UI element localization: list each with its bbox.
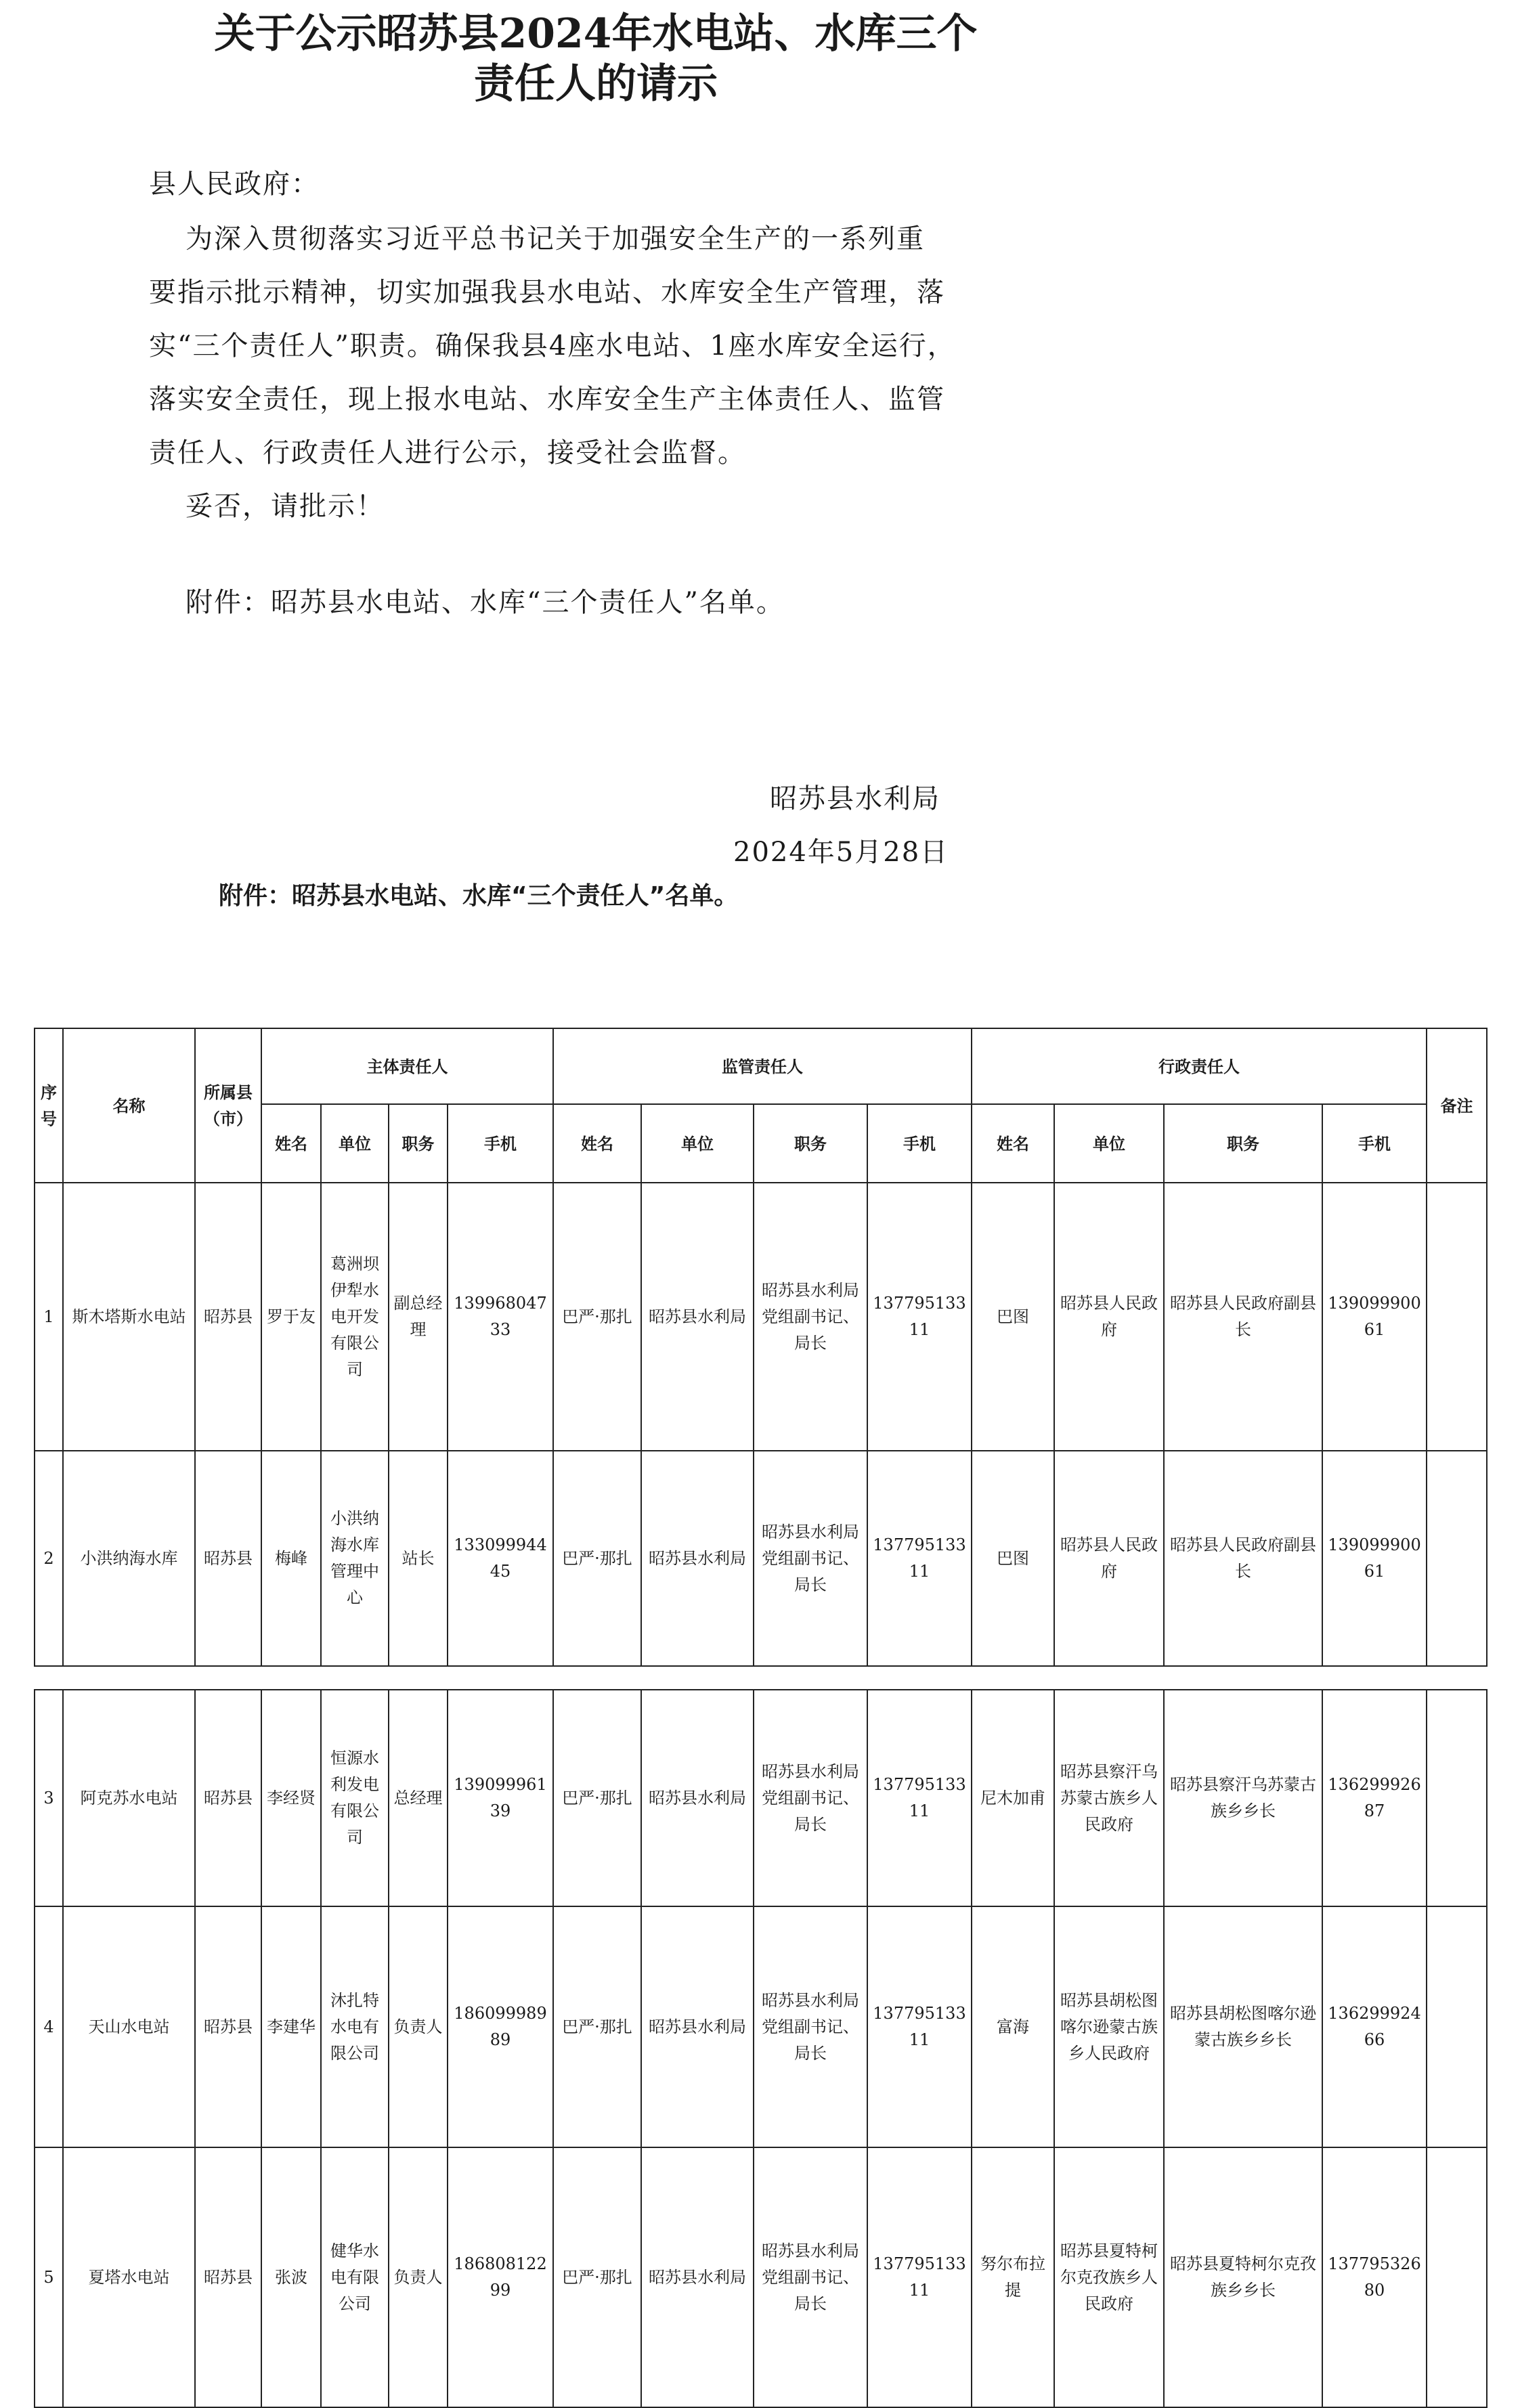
- document-title-line1: 关于公示昭苏县2024年水电站、水库三个: [214, 10, 978, 58]
- cell-main-position: 站长: [389, 1451, 448, 1666]
- header-supervise-group: 监管责任人: [553, 1028, 972, 1104]
- cell-main-name: 罗于友: [261, 1183, 321, 1451]
- attachment-note: 附件：昭苏县水电站、水库“三个责任人”名单。: [186, 587, 785, 618]
- cell-sup-phone: 13779513311: [867, 1183, 972, 1451]
- table-row: [35, 1906, 1487, 2147]
- cell-main-unit: 恒源水利发电有限公司: [321, 1690, 389, 1906]
- header-sup-unit: 单位: [641, 1104, 754, 1183]
- header-remark: 备注: [1427, 1028, 1487, 1183]
- header-sup-phone: 手机: [867, 1104, 972, 1183]
- cell-sup-name: 巴严·那扎: [553, 2147, 641, 2407]
- header-row-1: [35, 1028, 1487, 1104]
- cell-adm-name: 富海: [972, 1906, 1054, 2147]
- cell-name: 斯木塔斯水电站: [63, 1183, 195, 1451]
- header-main-phone: 手机: [448, 1104, 553, 1183]
- cell-remark: [1427, 1690, 1487, 1906]
- cell-remark: [1427, 2147, 1487, 2407]
- cell-adm-phone: 13909990061: [1322, 1183, 1427, 1451]
- header-main-position: 职务: [389, 1104, 448, 1183]
- cell-adm-name: 尼木加甫: [972, 1690, 1054, 1906]
- cell-seq: 4: [35, 1906, 63, 2147]
- cell-sup-position: 昭苏县水利局党组副书记、局长: [754, 1690, 867, 1906]
- cell-main-unit: 健华水电有限公司: [321, 2147, 389, 2407]
- table-row: [35, 1451, 1487, 1666]
- cell-adm-unit: 昭苏县察汗乌苏蒙古族乡人民政府: [1054, 1690, 1164, 1906]
- cell-sup-unit: 昭苏县水利局: [641, 1906, 754, 2147]
- cell-main-phone: 18609998989: [448, 1906, 553, 2147]
- cell-sup-name: 巴严·那扎: [553, 1690, 641, 1906]
- header-main-name: 姓名: [261, 1104, 321, 1183]
- cell-main-phone: 13309994445: [448, 1451, 553, 1666]
- attachment-heading: 附件：昭苏县水电站、水库“三个责任人”名单。: [219, 882, 739, 910]
- cell-adm-name: 巴图: [972, 1451, 1054, 1666]
- cell-main-position: 副总经理: [389, 1183, 448, 1451]
- cell-adm-phone: 13629992466: [1322, 1906, 1427, 2147]
- cell-adm-position: 昭苏县夏特柯尔克孜族乡乡长: [1164, 2147, 1322, 2407]
- body-line-5: 责任人、行政责任人进行公示，接受社会监督。: [149, 437, 746, 468]
- cell-county: 昭苏县: [195, 1690, 261, 1906]
- header-adm-unit: 单位: [1054, 1104, 1164, 1183]
- cell-sup-unit: 昭苏县水利局: [641, 1451, 754, 1666]
- cell-sup-phone: 13779513311: [867, 1906, 972, 2147]
- body-line-2: 要指示批示精神，切实加强我县水电站、水库安全生产管理，落: [149, 277, 945, 308]
- header-sup-name: 姓名: [553, 1104, 641, 1183]
- header-main-unit: 单位: [321, 1104, 389, 1183]
- cell-sup-unit: 昭苏县水利局: [641, 1690, 754, 1906]
- cell-adm-unit: 昭苏县夏特柯尔克孜族乡人民政府: [1054, 2147, 1164, 2407]
- cell-sup-position: 昭苏县水利局党组副书记、局长: [754, 1183, 867, 1451]
- header-county: 所属县（市）: [195, 1028, 261, 1183]
- cell-main-name: 李经贤: [261, 1690, 321, 1906]
- cell-remark: [1427, 1906, 1487, 2147]
- table-row: [35, 1183, 1487, 1451]
- cell-main-position: 负责人: [389, 1906, 448, 2147]
- cell-adm-unit: 昭苏县胡松图喀尔逊蒙古族乡人民政府: [1054, 1906, 1164, 2147]
- cell-main-unit: 葛洲坝伊犁水电开发有限公司: [321, 1183, 389, 1451]
- cell-name: 阿克苏水电站: [63, 1690, 195, 1906]
- cell-sup-unit: 昭苏县水利局: [641, 1183, 754, 1451]
- cell-adm-name: 巴图: [972, 1183, 1054, 1451]
- cell-adm-name: 努尔布拉提: [972, 2147, 1054, 2407]
- cell-adm-position: 昭苏县胡松图喀尔逊蒙古族乡乡长: [1164, 1906, 1322, 2147]
- cell-adm-position: 昭苏县察汗乌苏蒙古族乡乡长: [1164, 1690, 1322, 1906]
- cell-seq: 5: [35, 2147, 63, 2407]
- cell-remark: [1427, 1451, 1487, 1666]
- cell-adm-phone: 13909990061: [1322, 1451, 1427, 1666]
- cell-main-phone: 13909996139: [448, 1690, 553, 1906]
- salutation: 县人民政府：: [149, 169, 320, 200]
- responsibility-table-part1: [34, 1028, 1488, 1667]
- cell-sup-name: 巴严·那扎: [553, 1451, 641, 1666]
- cell-main-phone: 18680812299: [448, 2147, 553, 2407]
- cell-sup-position: 昭苏县水利局党组副书记、局长: [754, 1451, 867, 1666]
- cell-sup-name: 巴严·那扎: [553, 1906, 641, 2147]
- cell-county: 昭苏县: [195, 2147, 261, 2407]
- signature-org: 昭苏县水利局: [770, 783, 940, 814]
- cell-name: 天山水电站: [63, 1906, 195, 2147]
- cell-adm-unit: 昭苏县人民政府: [1054, 1451, 1164, 1666]
- header-seq: 序号: [35, 1028, 63, 1183]
- header-admin-group: 行政责任人: [972, 1028, 1427, 1104]
- cell-sup-position: 昭苏县水利局党组副书记、局长: [754, 2147, 867, 2407]
- header-adm-phone: 手机: [1322, 1104, 1427, 1183]
- cell-sup-phone: 13779513311: [867, 1690, 972, 1906]
- body-line-1: 为深入贯彻落实习近平总书记关于加强安全生产的一系列重: [186, 223, 925, 255]
- cell-main-name: 张波: [261, 2147, 321, 2407]
- header-adm-name: 姓名: [972, 1104, 1054, 1183]
- cell-main-position: 总经理: [389, 1690, 448, 1906]
- cell-seq: 1: [35, 1183, 63, 1451]
- cell-seq: 3: [35, 1690, 63, 1906]
- cell-main-unit: 小洪纳海水库管理中心: [321, 1451, 389, 1666]
- cell-county: 昭苏县: [195, 1183, 261, 1451]
- table-row: [35, 2147, 1487, 2407]
- cell-main-unit: 沐扎特水电有限公司: [321, 1906, 389, 2147]
- cell-county: 昭苏县: [195, 1451, 261, 1666]
- cell-adm-position: 昭苏县人民政府副县长: [1164, 1183, 1322, 1451]
- cell-adm-phone: 13629992687: [1322, 1690, 1427, 1906]
- body-line-4: 落实安全责任，现上报水电站、水库安全生产主体责任人、监管: [149, 384, 945, 415]
- table-row: [35, 1690, 1487, 1906]
- header-name: 名称: [63, 1028, 195, 1183]
- signature-date: 2024年5月28日: [733, 837, 949, 868]
- cell-main-name: 梅峰: [261, 1451, 321, 1666]
- cell-county: 昭苏县: [195, 1906, 261, 2147]
- cell-adm-phone: 13779532680: [1322, 2147, 1427, 2407]
- body-line-6: 妥否，请批示！: [186, 491, 385, 522]
- cell-sup-unit: 昭苏县水利局: [641, 2147, 754, 2407]
- cell-remark: [1427, 1183, 1487, 1451]
- cell-sup-phone: 13779513311: [867, 2147, 972, 2407]
- cell-main-phone: 13996804733: [448, 1183, 553, 1451]
- document-title-line2: 责任人的请示: [474, 60, 718, 108]
- cell-sup-phone: 13779513311: [867, 1451, 972, 1666]
- cell-adm-position: 昭苏县人民政府副县长: [1164, 1451, 1322, 1666]
- cell-main-position: 负责人: [389, 2147, 448, 2407]
- cell-name: 小洪纳海水库: [63, 1451, 195, 1666]
- header-adm-position: 职务: [1164, 1104, 1322, 1183]
- header-main-group: 主体责任人: [261, 1028, 553, 1104]
- cell-seq: 2: [35, 1451, 63, 1666]
- cell-sup-position: 昭苏县水利局党组副书记、局长: [754, 1906, 867, 2147]
- cell-sup-name: 巴严·那扎: [553, 1183, 641, 1451]
- responsibility-table-part2: [34, 1689, 1488, 2408]
- cell-main-name: 李建华: [261, 1906, 321, 2147]
- cell-adm-unit: 昭苏县人民政府: [1054, 1183, 1164, 1451]
- body-line-3: 实“三个责任人”职责。确保我县4座水电站、1座水库安全运行，: [149, 330, 956, 362]
- cell-name: 夏塔水电站: [63, 2147, 195, 2407]
- header-sup-position: 职务: [754, 1104, 867, 1183]
